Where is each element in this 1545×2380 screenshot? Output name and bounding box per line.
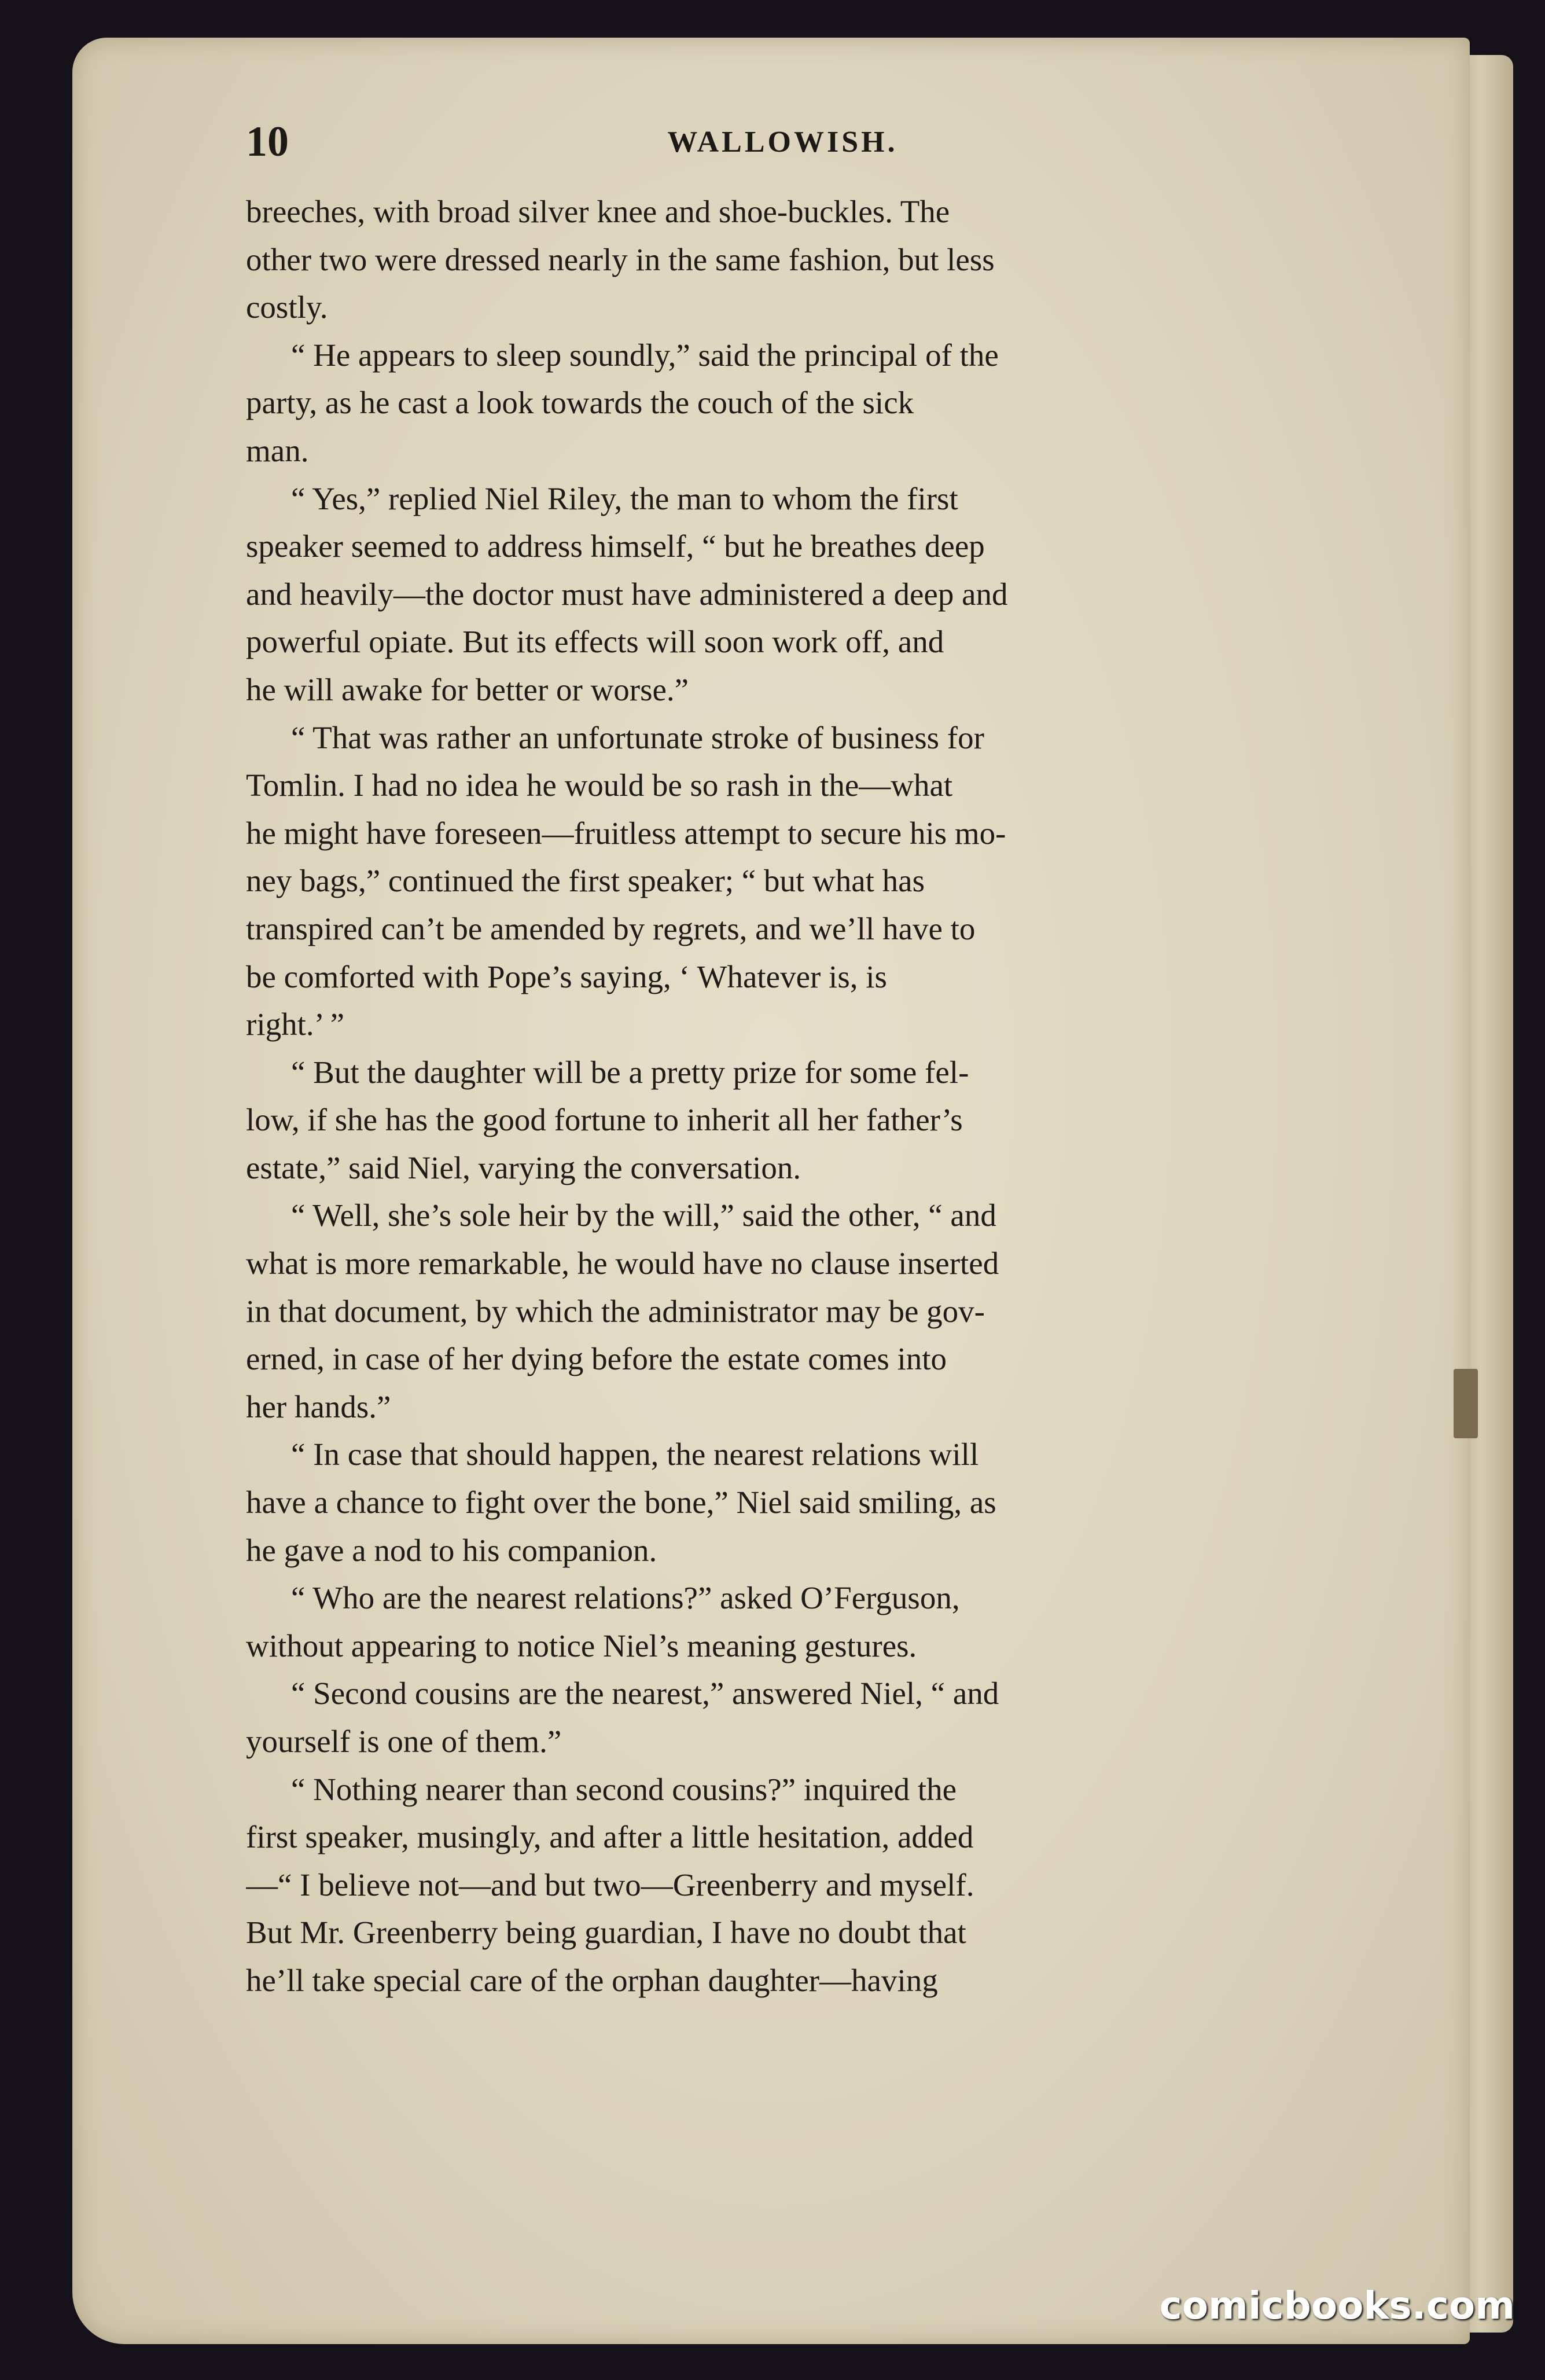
text-line: have a chance to fight over the bone,” Niel said smiling, as (246, 1485, 996, 1520)
text-line: Tomlin. I had no idea he would be so rash in the—what (246, 767, 953, 803)
text-line: costly. (246, 289, 328, 325)
text-line: ney bags,” continued the first speaker; “ but what has (246, 863, 925, 899)
text-line: be comforted with Pope’s saying, ‘ Whatever is, is (246, 958, 887, 994)
text-line: without appearing to notice Niel’s meaning gestures. (246, 1628, 917, 1663)
text-line: speaker seemed to address himself, “ but he breathes deep (246, 528, 985, 564)
text-line: “ Nothing nearer than second cousins?” inquired the (291, 1771, 957, 1807)
text-line: transpired can’t be amended by regrets, and we’ll have to (246, 910, 976, 946)
text-line: in that document, by which the administrator may be gov- (246, 1293, 985, 1329)
page-header (246, 119, 1319, 165)
text-line: her hands.” (246, 1389, 391, 1424)
text-line: what is more remarkable, he would have no clause inserted (246, 1246, 999, 1281)
text-line: yourself is one of them.” (246, 1724, 562, 1759)
text-line: breeches, with broad silver knee and shoe-buckles. The (246, 194, 950, 229)
text-line: “ Well, she’s sole heir by the will,” said the other, “ and (291, 1198, 996, 1233)
text-line: he will awake for better or worse.” (246, 671, 689, 707)
text-line: he’ll take special care of the orphan daughter—having (246, 1962, 938, 1998)
text-line: low, if she has the good fortune to inherit all her father’s (246, 1102, 963, 1138)
page-tab (1454, 1369, 1478, 1438)
text-line: “ He appears to sleep soundly,” said the principal of the (291, 337, 999, 373)
text-line: right.’ ” (246, 1007, 345, 1042)
running-title: WALLOWISH. (667, 126, 898, 159)
text-line: first speaker, musingly, and after a little hesitation, added (246, 1819, 974, 1855)
text-line: —“ I believe not—and but two—Greenberry and myself. (246, 1867, 974, 1902)
body-text (246, 188, 1337, 2005)
text-line: and heavily—the doctor must have administered a deep and (246, 576, 1008, 612)
text-line: “ But the daughter will be a pretty prize for some fel- (291, 1054, 969, 1090)
text-line: he gave a nod to his companion. (246, 1532, 657, 1568)
text-line: other two were dressed nearly in the same fashion, but less (246, 241, 995, 277)
watermark: comicbooks.com (1159, 2283, 1515, 2328)
text-line: party, as he cast a look towards the couch of the sick (246, 385, 914, 421)
text-line: he might have foreseen—fruitless attempt to secure his mo- (246, 815, 1006, 851)
text-line: man. (246, 432, 309, 468)
text-line: “ Yes,” replied Niel Riley, the man to whom the first (291, 480, 958, 516)
text-line: erned, in case of her dying before the estate comes into (246, 1341, 947, 1377)
text-line: “ Second cousins are the nearest,” answered Niel, “ and (291, 1676, 999, 1711)
text-line: estate,” said Niel, varying the conversation. (246, 1149, 801, 1185)
text-line: “ That was rather an unfortunate stroke of business for (291, 719, 984, 755)
text-line: powerful opiate. But its effects will soon work off, and (246, 624, 944, 660)
text-line: “ In case that should happen, the nearest relations will (291, 1437, 979, 1472)
page-number: 10 (246, 118, 289, 166)
text-line: “ Who are the nearest relations?” asked O’Ferguson, (291, 1580, 960, 1616)
text-line: But Mr. Greenberry being guardian, I have no doubt that (246, 1915, 966, 1951)
